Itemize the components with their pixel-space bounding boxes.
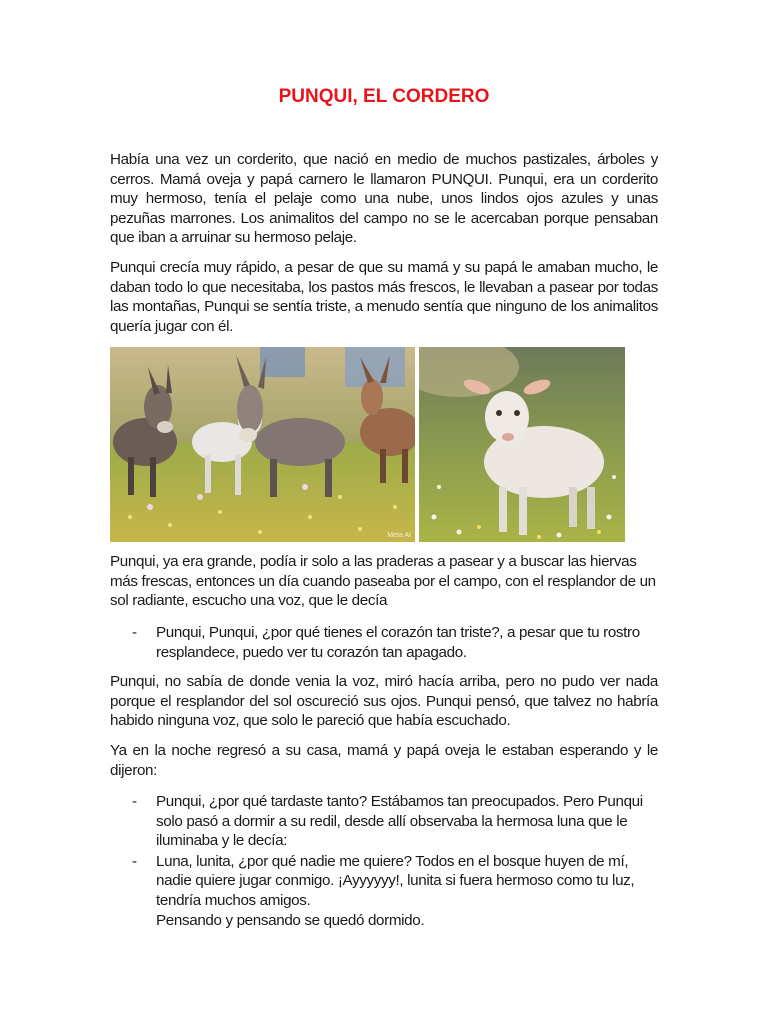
paragraph-2: Punqui crecía muy rápido, a pesar de que su mamá y su papá le amaban mucho, le daban todo lo que necesitaba, los pastos más frescos, le llevaban a pasear por todas las montañas, Punqui se sentía triste, a menudo sentía que ninguno de los animalitos quería jugar con él. bbox=[110, 259, 658, 335]
dialogue-item bbox=[110, 792, 658, 851]
dialogue-text: Punqui, ¿por qué tardaste tanto? Estábamos tan preocupados. Pero Punqui solo pasó a dormir a su redil, desde allí observaba la hermosa luna que le iluminaba y le decía: bbox=[156, 793, 643, 850]
donkeys-meadow-image bbox=[110, 347, 415, 542]
closing-line: Pensando y pensando se quedó dormido. bbox=[156, 911, 425, 929]
dialogue-text: Punqui, Punqui, ¿por qué tienes el corazón tan triste?, a pesar que tu rostro resplandece, puedo ver tu corazón tan apagado. bbox=[156, 624, 640, 661]
paragraph-3: Punqui, ya era grande, podía ir solo a las praderas a pasear y a buscar las hiervas más frescas, entonces un día cuando paseaba por el campo, con el resplandor de un sol radiante, escucho una voz, que le decía bbox=[110, 553, 656, 610]
paragraph-4: Punqui, no sabía de donde venia la voz, miró hacía arriba, pero no pudo ver nada porque el resplandor del sol oscureció sus ojos. Punqui pensó, que talvez no habría habido ninguna voz, que solo le pareció que había escuchado. bbox=[110, 673, 658, 730]
lamb-image bbox=[419, 347, 625, 542]
dialogue-text: Luna, lunita, ¿por qué nadie me quiere? Todos en el bosque huyen de mí, nadie quiere jugar conmigo. ¡Ayyyyyy!, lunita si fuera hermoso como tu luz, tendría muchos amigos. bbox=[156, 852, 635, 909]
dialogue-list-1 bbox=[110, 623, 658, 662]
dash-marker: - bbox=[132, 624, 137, 641]
dash-marker: - bbox=[132, 793, 137, 810]
dialogue-item bbox=[110, 623, 658, 662]
dialogue-item bbox=[110, 852, 658, 930]
dash-marker: - bbox=[132, 852, 137, 870]
paragraph-1: Había una vez un corderito, que nació en medio de muchos pastizales, árboles y cerros. Mamá oveja y papá carnero le llamaron PUNQUI. Punqui, era un corderito muy hermoso, tenía el pelaje como una nube, unos lindos ojos azules y unas pezuñas marrones. Los animalitos del campo no se le acercaban porque pensaban que iban a arruinar su hermoso pelaje. bbox=[110, 151, 658, 247]
page-title: PUNQUI, EL CORDERO bbox=[278, 86, 490, 107]
image-watermark: Meta AI bbox=[387, 532, 411, 539]
dialogue-list-2 bbox=[110, 792, 658, 930]
paragraph-5: Ya en la noche regresó a su casa, mamá y papá oveja le estaban esperando y le dijeron: bbox=[110, 742, 658, 779]
